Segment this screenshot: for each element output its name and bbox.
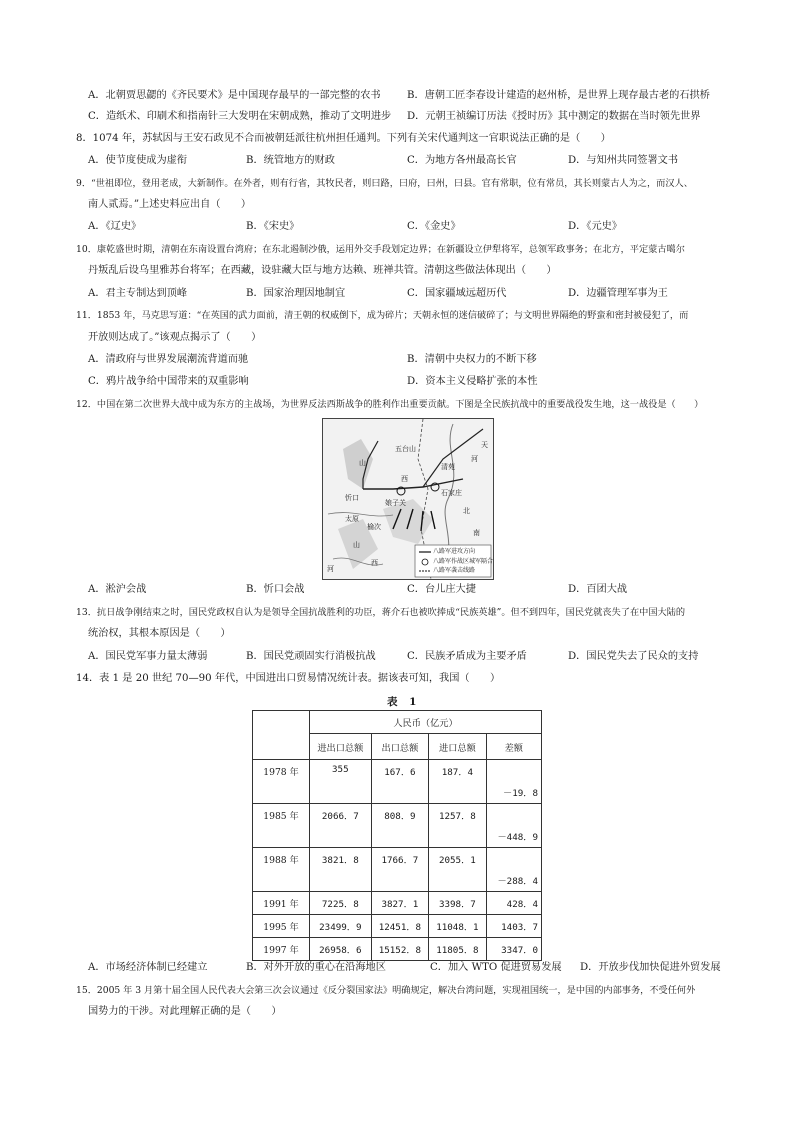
table-header-export: 出口总额 bbox=[371, 734, 429, 760]
q13-stem-line1: 13．抗日战争刚结束之时，国民党政权自认为是领导全国抗战胜利的功臣，蒋介石也被吹捧成“民族英雄”。但不到四年，国民党就丧失了在中国大陆的 bbox=[76, 607, 686, 618]
q13-option-c: C．民族矛盾成为主要矛盾 bbox=[407, 651, 527, 662]
q12-option-b: B．忻口会战 bbox=[246, 584, 305, 595]
map-label-bei: 北 bbox=[463, 507, 470, 515]
table-cell-import: 11048．1 bbox=[429, 915, 487, 938]
q10-option-b: B．国家治理因地制宜 bbox=[246, 288, 346, 299]
table-cell-total: 7225．8 bbox=[310, 892, 372, 915]
table-cell-total: 3821．8 bbox=[310, 848, 372, 892]
table-header-total: 进出口总额 bbox=[310, 734, 372, 760]
q11-stem-line2: 开放则达成了。”该观点揭示了（ ） bbox=[88, 332, 262, 343]
table-cell-import: 2055．1 bbox=[429, 848, 487, 892]
map-label-yuci: 榆次 bbox=[367, 523, 381, 531]
q7-option-b: B．唐朝工匠李春设计建造的赵州桥，是世界上现存最古老的石拱桥 bbox=[407, 90, 710, 101]
table-cell-export: 1766．7 bbox=[371, 848, 429, 892]
q11-option-a: A．清政府与世界发展潮流背道而驰 bbox=[88, 354, 249, 365]
table-cell-year: 1985 年 bbox=[253, 804, 310, 848]
q11-option-c: C．鸦片战争给中国带来的双重影响 bbox=[88, 376, 249, 387]
q10-option-d: D．边疆管理军事为王 bbox=[568, 288, 668, 299]
table-cell-import: 11805．8 bbox=[429, 938, 487, 961]
map-legend-raid-route: 八路军袭击线路 bbox=[433, 567, 476, 574]
q14-option-d: D．开放步伐加快促进外贸发展 bbox=[580, 962, 721, 973]
table-cell-year: 1991 年 bbox=[253, 892, 310, 915]
q14-option-c: C．加入 WTO 促进贸易发展 bbox=[430, 962, 562, 973]
q10-option-a: A．君主专制达到顶峰 bbox=[88, 288, 188, 299]
table-header-row-1 bbox=[253, 711, 542, 734]
table-cell-total: 2066．7 bbox=[310, 804, 372, 848]
q11-stem-line1: 11．1853 年，马克思写道：“在英国的武力面前，清王朝的权威倒下，成为碎片；天朝永恒的迷信破碎了；与文明世界隔绝的野蛮和密封被侵犯了，而 bbox=[76, 310, 689, 321]
table-cell-balance: 3347．0 bbox=[486, 938, 541, 961]
table-cell-export: 12451．8 bbox=[371, 915, 429, 938]
table-corner-cell bbox=[253, 711, 310, 760]
table-unit-header: 人民币（亿元） bbox=[310, 711, 542, 734]
table-cell-export: 3827．1 bbox=[371, 892, 429, 915]
q10-option-c: C．国家疆域远超历代 bbox=[407, 288, 507, 299]
q12-option-d: D．百团大战 bbox=[568, 584, 628, 595]
map-label-shijiazhuang: 石家庄 bbox=[441, 489, 462, 497]
table-cell-total: 355 bbox=[310, 760, 372, 804]
table-cell-year: 1978 年 bbox=[253, 760, 310, 804]
map-label-shan-2: 山 bbox=[353, 541, 360, 549]
table-cell-year: 1988 年 bbox=[253, 848, 310, 892]
q7-option-a: A．北朝贾思勰的《齐民要术》是中国现存最早的一部完整的农书 bbox=[88, 90, 381, 101]
table-cell-total: 26958．6 bbox=[310, 938, 372, 961]
map-label-shan-1: 山 bbox=[359, 459, 366, 467]
q10-stem-line2: 丹叛乱后设乌里雅苏台将军；在西藏，设驻藏大臣与地方达赖、班禅共管。清朝这些做法体现出（ ） bbox=[88, 265, 557, 276]
q10-stem-line1: 10．康乾盛世时期，清朝在东南设置台湾府；在东北遏制沙俄，运用外交手段划定边界；在新疆设立伊犁将军，总领军政事务；在北方，平定蒙古噶尔 bbox=[76, 244, 685, 255]
q8-option-b: B．统管地方的财政 bbox=[246, 155, 335, 166]
table-cell-import: 1257．8 bbox=[429, 804, 487, 848]
q7-option-c: C．造纸术、印刷术和指南针三大发明在宋朝成熟，推动了文明进步 bbox=[88, 111, 392, 122]
table-row bbox=[253, 892, 542, 915]
q11-option-b: B．清朝中央权力的不断下移 bbox=[407, 354, 537, 365]
table-cell-year: 1995 年 bbox=[253, 915, 310, 938]
q13-option-a: A．国民党军事力量太薄弱 bbox=[88, 651, 208, 662]
q13-option-b: B．国民党顽固实行消极抗战 bbox=[246, 651, 376, 662]
q9-stem-line1: 9．“世祖即位，登用老成，大新制作。在外者，则有行省，其牧民者，则曰路，曰府，曰州，曰县。官有常职，位有常员，其长则蒙古人为之，而汉人、 bbox=[76, 178, 693, 189]
map-label-qingyuan: 清苑 bbox=[441, 463, 455, 471]
q15-stem-line2: 国势力的干涉。对此理解正确的是（ ） bbox=[88, 1006, 282, 1017]
table-cell-balance: －19．8 bbox=[486, 760, 541, 804]
battle-map bbox=[322, 418, 494, 580]
table-row bbox=[253, 915, 542, 938]
map-label-xinkou: 忻口 bbox=[345, 494, 359, 502]
q8-option-c: C．为地方各州最高长官 bbox=[407, 155, 517, 166]
map-label-nan: 南 bbox=[473, 529, 480, 537]
table-header-import: 进口总额 bbox=[429, 734, 487, 760]
map-label-he-1: 河 bbox=[471, 455, 478, 463]
table-cell-import: 3398．7 bbox=[429, 892, 487, 915]
table-caption: 表 1 bbox=[387, 696, 421, 708]
q13-option-d: D．国民党失去了民众的支持 bbox=[568, 651, 699, 662]
table-row bbox=[253, 804, 542, 848]
table-row bbox=[253, 848, 542, 892]
q7-option-d: D．元朝王祯编订历法《授时历》其中测定的数据在当时领先世界 bbox=[407, 111, 701, 122]
q14-stem: 14．表 1 是 20 世纪 70—90 年代，中国进出口贸易情况统计表。据该表可知，我国（ ） bbox=[76, 673, 501, 684]
q13-stem-line2: 统治权，其根本原因是（ ） bbox=[88, 628, 231, 639]
table-cell-balance: 1403．7 bbox=[486, 915, 541, 938]
map-label-xi-1: 西 bbox=[401, 475, 408, 483]
q14-option-a: A．市场经济体制已经建立 bbox=[88, 962, 208, 973]
q11-option-d: D．资本主义侵略扩张的本性 bbox=[407, 376, 538, 387]
map-legend-attack-direction: 八路军进攻方向 bbox=[433, 548, 476, 555]
table-cell-import: 187．4 bbox=[429, 760, 487, 804]
map-label-wutaishan: 五台山 bbox=[395, 445, 416, 453]
q12-stem: 12．中国在第二次世界大战中成为东方的主战场，为世界反法西斯战争的胜利作出重要贡献。下图是全民族抗战中的重要战役发生地，这一战役是（ ） bbox=[76, 399, 704, 410]
table-row bbox=[253, 938, 542, 961]
map-legend-combat-area: 八路军作战区城军隔合 bbox=[433, 558, 494, 565]
q9-option-c: C．《金史》 bbox=[407, 221, 461, 232]
q15-stem-line1: 15．2005 年 3 月第十届全国人民代表大会第三次会议通过《反分裂国家法》明确规定，解决台湾问题，实现祖国统一，是中国的内部事务，不受任何外 bbox=[76, 985, 696, 996]
table-cell-export: 167．6 bbox=[371, 760, 429, 804]
map-label-he-2: 河 bbox=[327, 565, 334, 573]
table-header-balance: 差额 bbox=[486, 734, 541, 760]
q12-option-c: C．台儿庄大捷 bbox=[407, 584, 476, 595]
table-cell-year: 1997 年 bbox=[253, 938, 310, 961]
q8-option-a: A．使节度使成为虚衔 bbox=[88, 155, 188, 166]
table-row bbox=[253, 760, 542, 804]
q8-option-d: D．与知州共同签署文书 bbox=[568, 155, 679, 166]
q9-option-a: A．《辽史》 bbox=[88, 221, 142, 232]
q9-option-b: B．《宋史》 bbox=[246, 221, 300, 232]
map-label-tian: 天 bbox=[481, 441, 488, 449]
table-cell-export: 808．9 bbox=[371, 804, 429, 848]
table-cell-total: 23499．9 bbox=[310, 915, 372, 938]
map-label-xi-2: 西 bbox=[371, 559, 378, 567]
table-cell-balance: －448．9 bbox=[486, 804, 541, 848]
q14-option-b: B．对外开放的重心在沿海地区 bbox=[246, 962, 386, 973]
map-label-taiyuan: 太原 bbox=[345, 515, 359, 523]
table-cell-balance: －288．4 bbox=[486, 848, 541, 892]
q12-option-a: A．淞沪会战 bbox=[88, 584, 147, 595]
trade-table bbox=[252, 710, 542, 961]
q9-stem-line2: 南人贰焉。”上述史料应出自（ ） bbox=[88, 199, 252, 210]
q9-option-d: D．《元史》 bbox=[568, 221, 623, 232]
table-cell-balance: 428．4 bbox=[486, 892, 541, 915]
table-cell-export: 15152．8 bbox=[371, 938, 429, 961]
map-label-niangziguan: 娘子关 bbox=[385, 499, 406, 507]
q8-stem: 8．1074 年，苏轼因与王安石政见不合而被朝廷派往杭州担任通判。下列有关宋代通判这一官职说法正确的是（ ） bbox=[76, 133, 611, 144]
